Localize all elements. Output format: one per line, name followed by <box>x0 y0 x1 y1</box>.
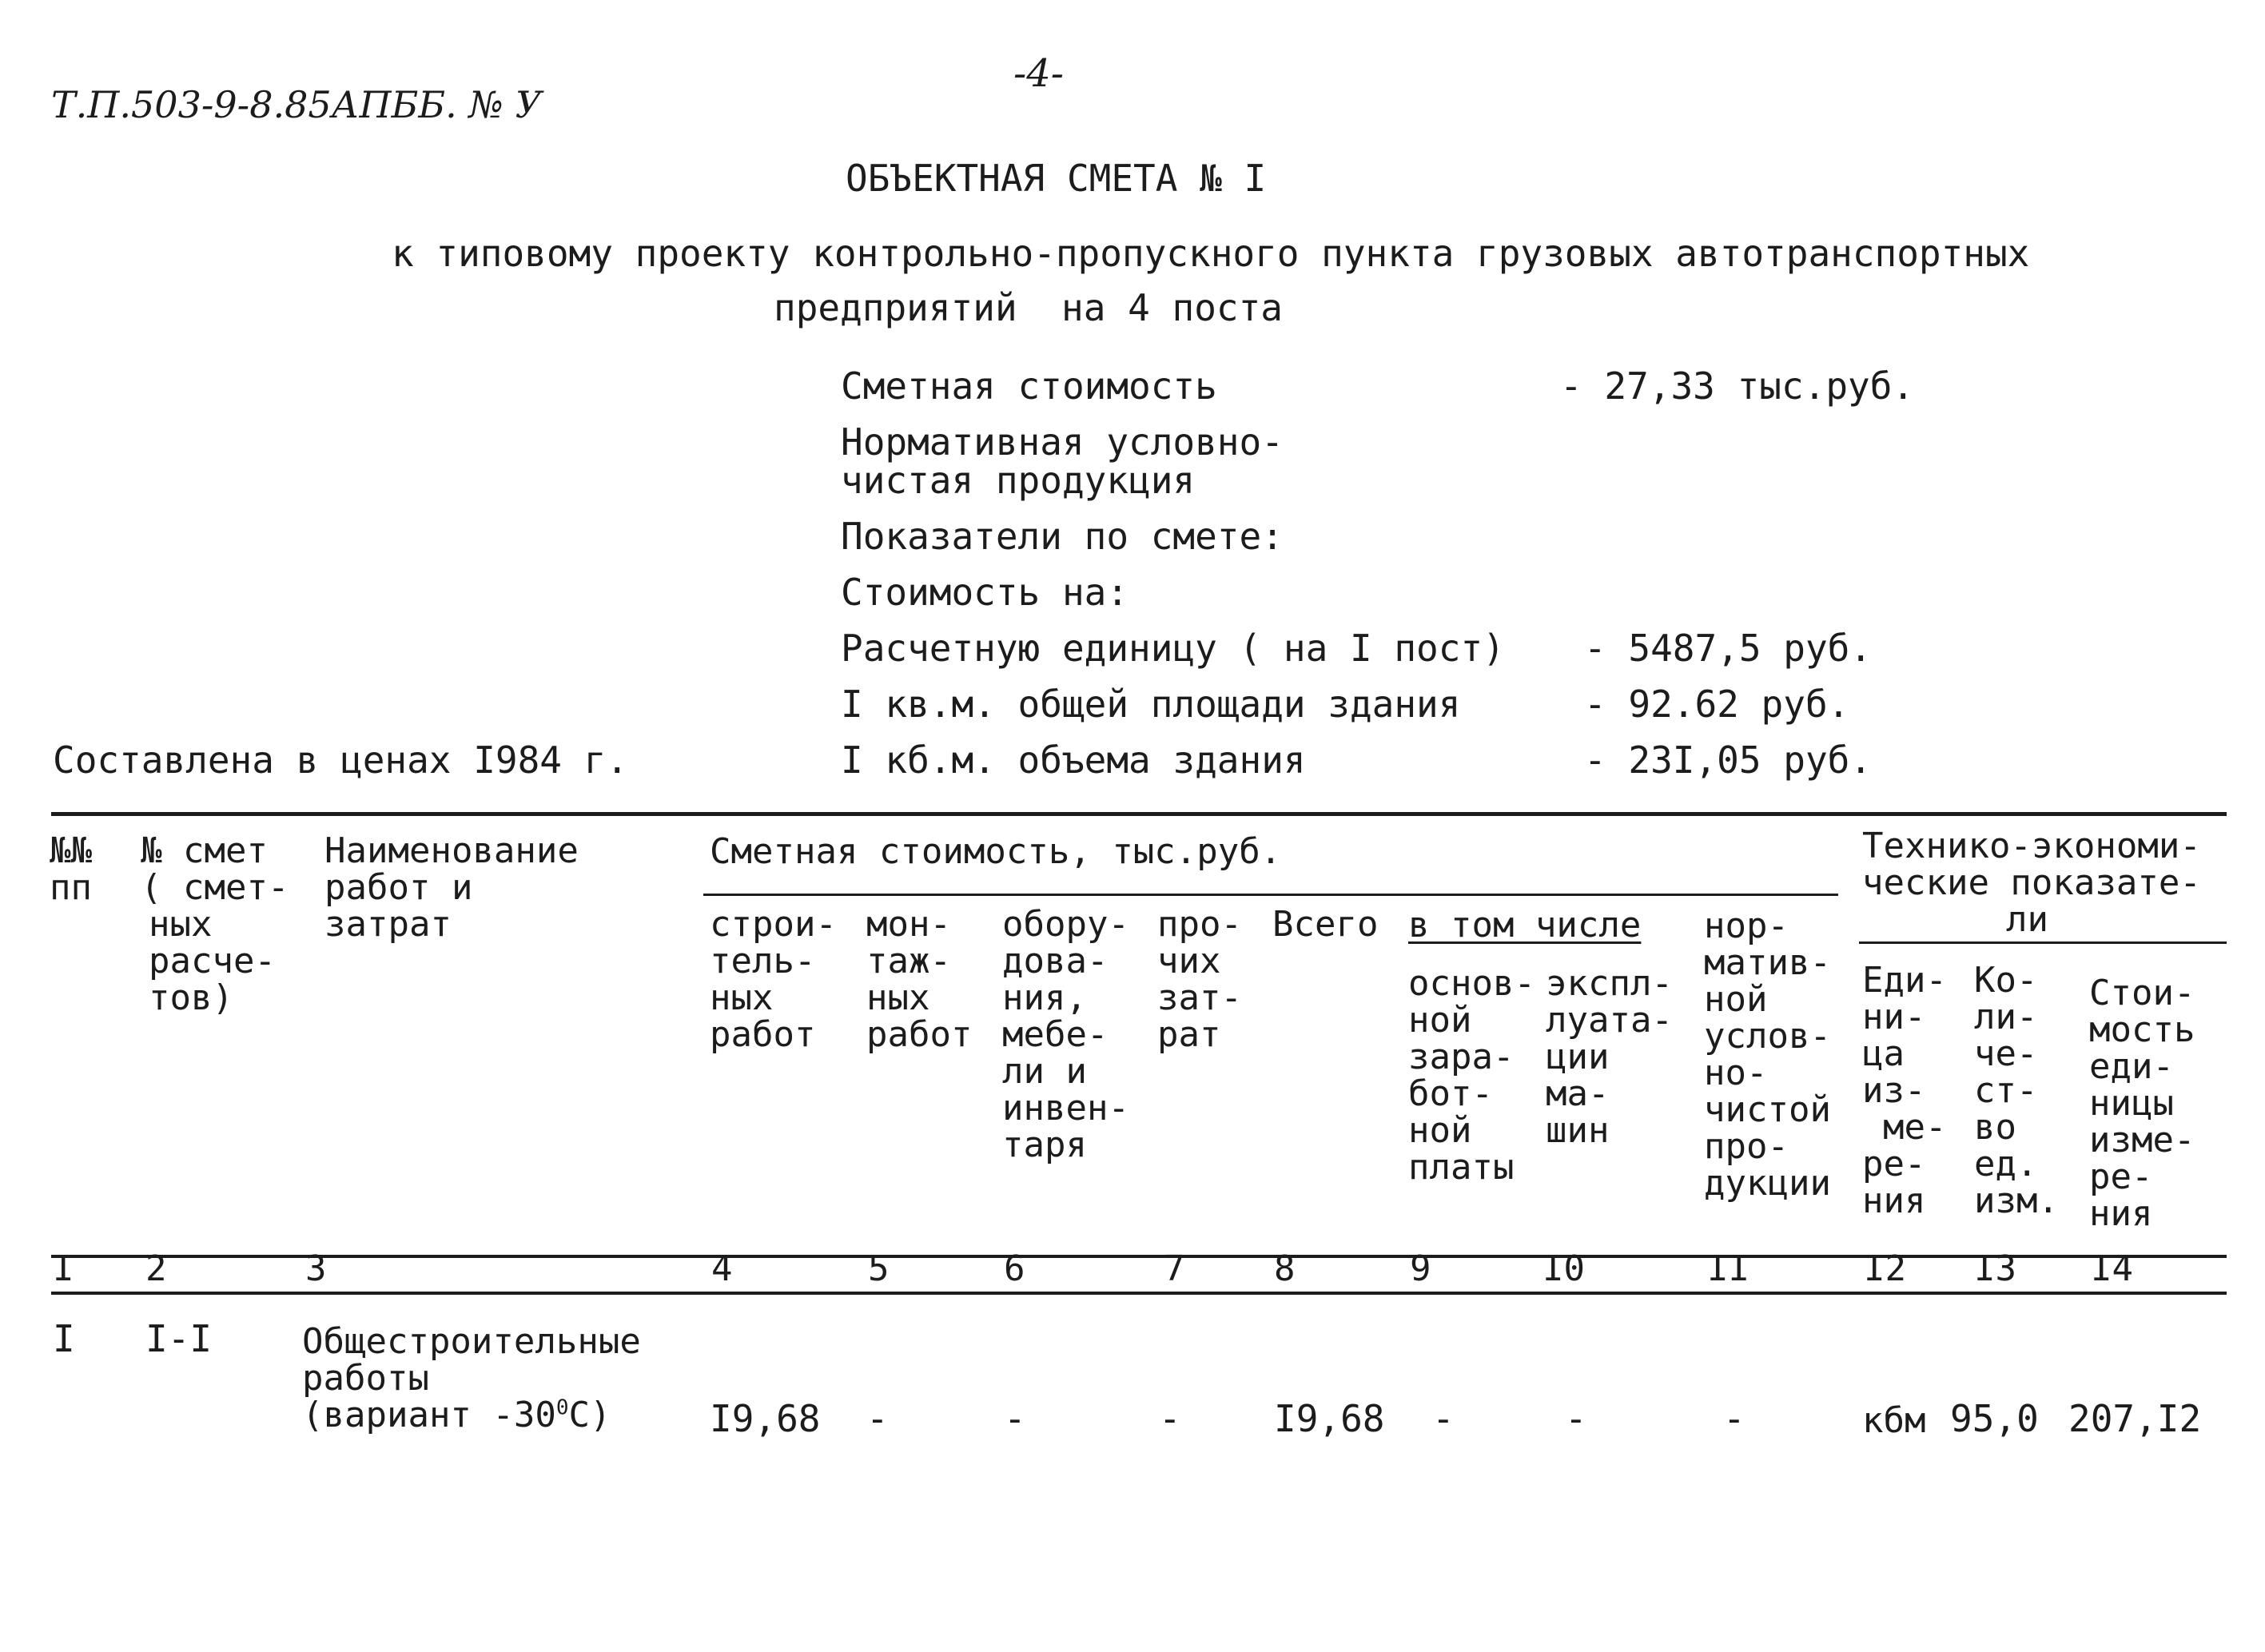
row-wages: - <box>1432 1397 1455 1440</box>
header-col-8: Всего <box>1272 904 1379 945</box>
volume-cost-value: - 23I,05 руб. <box>1584 738 1873 782</box>
header-col-5: мон- таж- ных работ <box>866 904 973 1055</box>
row-other-cost: - <box>1159 1397 1181 1440</box>
column-number: I0 <box>1543 1248 1585 1289</box>
header-col-11: нор- матив- ной услов- но- чистой про- дукции <box>1704 906 1831 1204</box>
row-number: I <box>53 1317 75 1360</box>
cost-per-label: Стоимость на: <box>841 571 1129 614</box>
estimated-cost-label: Сметная стоимость <box>841 364 1217 408</box>
table-top-rule <box>51 812 2227 816</box>
row-unit: кбм <box>1862 1400 1926 1441</box>
row-machines: - <box>1565 1397 1587 1440</box>
normative-label-line-1: Нормативная условно- <box>841 420 1284 464</box>
header-col-14: Стои- мость еди- ницы изме- ре- ния <box>2089 973 2195 1234</box>
column-number: 4 <box>711 1248 733 1289</box>
row-estimate-number: I-I <box>145 1317 213 1360</box>
row-normative: - <box>1723 1397 1746 1440</box>
header-col-13: Ко- ли- че- ст- во ед. изм. <box>1974 960 2059 1221</box>
unit-cost-label: Расчетную единицу ( на I пост) <box>841 627 1505 670</box>
header-col-3: Наименование работ и затрат <box>324 830 579 945</box>
column-number: I4 <box>2091 1248 2133 1289</box>
row-work-name: Общестроительные работы (вариант $-30^0С$) <box>302 1321 641 1435</box>
header-group-incl: в том числе <box>1408 905 1642 945</box>
indicators-label: Показатели по смете: <box>841 515 1284 558</box>
document-title: ОБЪЕКТНАЯ СМЕТА № I <box>846 157 1267 200</box>
header-col-9: основ- ной зара- бот- ной платы <box>1408 963 1535 1188</box>
row-quantity: 95,0 <box>1950 1397 2039 1440</box>
column-number: 3 <box>305 1248 327 1289</box>
column-number: I3 <box>1974 1248 2016 1289</box>
column-number: 6 <box>1004 1248 1025 1289</box>
area-cost-label: I кв.м. общей площади здания <box>841 683 1461 726</box>
prices-note: Составлена в ценах I984 г. <box>53 738 629 782</box>
header-group-tech: Технико-экономи- ческие показате- ли <box>1862 826 2201 940</box>
column-number: 7 <box>1164 1248 1185 1289</box>
estimated-cost-value: - 27,33 тыс.руб. <box>1560 364 1915 408</box>
document-code: Т.П.503-9-8.85АПББ. № У <box>51 83 542 126</box>
column-number: II <box>1707 1248 1750 1289</box>
row-unit-cost: 207,I2 <box>2068 1397 2202 1440</box>
header-col-1: №№ пп <box>50 830 92 908</box>
subtitle-line-2: предприятий на 4 поста <box>774 286 1283 329</box>
column-number: I2 <box>1864 1248 1906 1289</box>
column-number: 9 <box>1410 1248 1431 1289</box>
page-number: -4- <box>1013 51 1064 96</box>
column-number: 5 <box>868 1248 890 1289</box>
header-col-10: экспл- луата- ции ма- шин <box>1546 963 1673 1151</box>
row-equipment-cost: - <box>1004 1397 1026 1440</box>
header-col-12: Еди- ни- ца из- ме- ре- ния <box>1862 960 1947 1221</box>
header-group-cost: Сметная стоимость, тыс.руб. <box>710 831 1282 872</box>
row-total-cost: I9,68 <box>1274 1397 1385 1440</box>
unit-cost-value: - 5487,5 руб. <box>1584 627 1873 670</box>
row-installation-cost: - <box>866 1397 889 1440</box>
row-construction-cost: I9,68 <box>710 1397 821 1440</box>
header-col-6: обору- дова- ния, мебе- ли и инвен- таря <box>1002 904 1129 1165</box>
area-cost-value: - 92.62 руб. <box>1584 683 1850 726</box>
header-group-tech-rule <box>1859 941 2227 944</box>
normative-label-line-2: чистая продукция <box>841 459 1196 502</box>
volume-cost-label: I кб.м. объема здания <box>841 738 1306 782</box>
header-col-2: № смет ( смет- ных расче- тов) <box>141 830 289 1018</box>
column-number: 8 <box>1274 1248 1296 1289</box>
column-numbers-bottom-rule <box>51 1292 2227 1295</box>
header-col-7: про- чих зат- рат <box>1157 904 1242 1055</box>
column-number: 2 <box>145 1248 167 1289</box>
header-group-cost-rule <box>703 894 1838 896</box>
header-col-4: строи- тель- ных работ <box>710 904 837 1055</box>
column-number: I <box>53 1248 74 1289</box>
subtitle-line-1: к типовому проекту контрольно-пропускного пункта грузовых автотранспортных <box>392 232 2030 275</box>
